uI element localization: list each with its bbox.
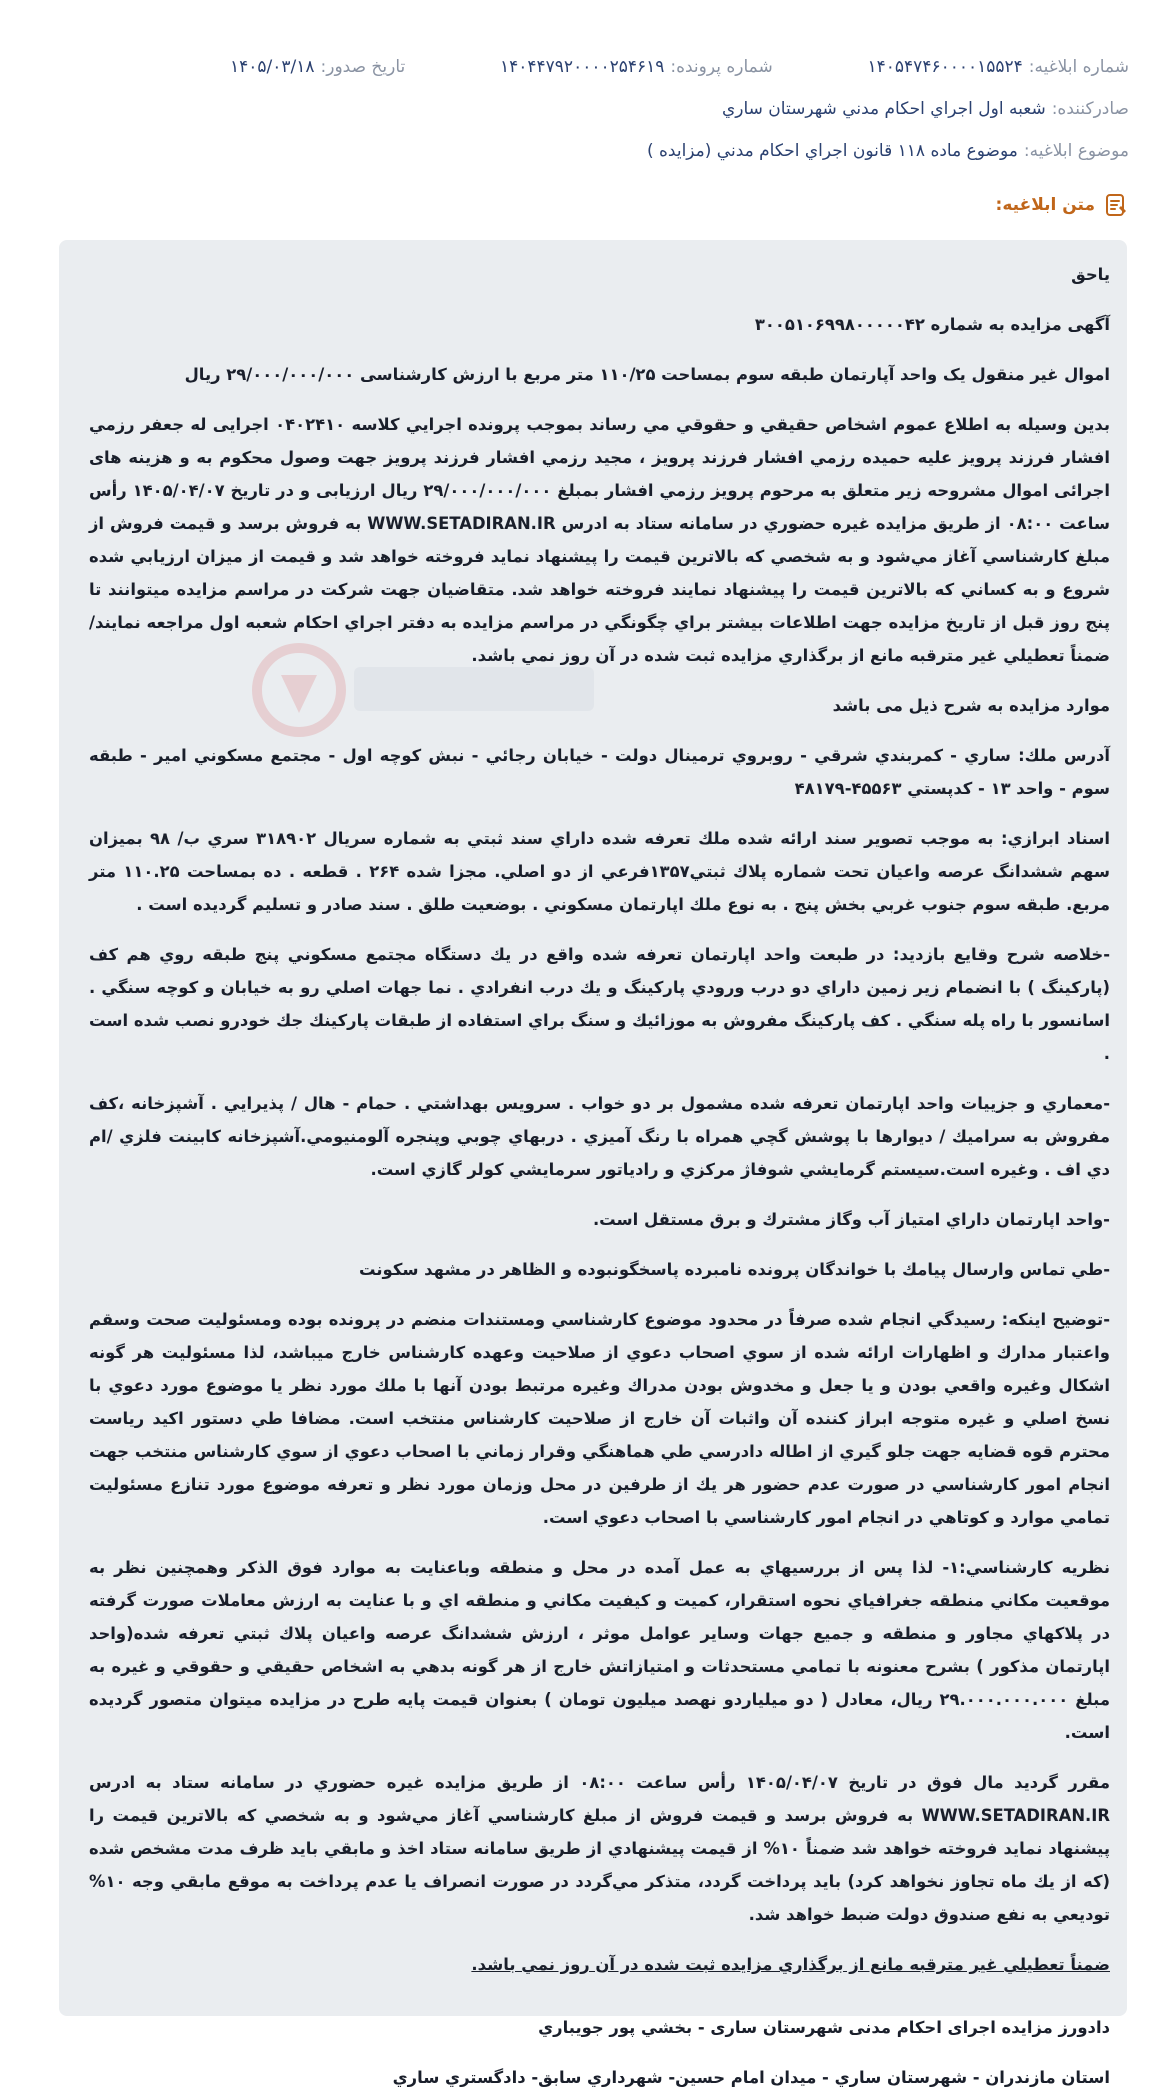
notice-body [59, 240, 1127, 2087]
document-icon [1103, 192, 1129, 218]
paragraph-documents: اسناد ابرازي: به موجب تصوير سند ارائه شده ملك تعرفه شده داراي سند ثبتي به شماره سريال ۳۱۸۹۰۲ سري ب/ ۹۸ بميزان سهم ششدانگ عرصه واعيان تحت شماره پلاك ثبتي۱۳۵۷فرعي از دو اصلي. مجزا شده ۲۶۴ . قطعه . ده بمساحت ۱۱۰.۲۵ متر مربع. طبقه سوم جنوب غربي بخش پنج . به نوع ملك اپارتمان مسكوني . بوضعيت طلق . سند صادر و تسليم گرديده است . [89, 829, 1110, 914]
subject-label: موضوع ابلاغیه: [1023, 141, 1129, 161]
paragraph-location: استان مازندران - شهرستان ساري - ميدان امام حسين- شهرداري سابق- دادگستري ساري [392, 2068, 1110, 2087]
paragraph-expert-opinion: نظريه كارشناسي:۱- لذا پس از بررسيهاي به عمل آمده در محل و منطقه وباعنايت به موارد فوق الذكر وهمچنين نظر به موقعيت مكاني منطقه جغرافياي نحوه استقرار، كميت و كيفيت مكاني و منطقه اي و با عنايت به ارزش معاملات صورت گرفته در پلاكهاي مجاور و منطقه و جميع جهات وساير عوامل موثر ، ارزش ششدانگ عرصه واعيان پلاك ثبتي تعرفه شده(واحد اپارتمان مذكور ) بشرح معنونه با تمامي مستحدثات و امتيازاتش خارج از هر گونه بدهي به اشخاص حقيقي و حقوقي و غيره به مبلغ ۲۹.۰۰۰.۰۰۰.۰۰۰ ريال، معادل ( دو ميلياردو نهصد ميليون تومان ) بعنوان قيمت پايه طرح در مزايده ميتوان متصور گرديده است. [89, 1558, 1110, 1742]
meta-row-issuer [60, 94, 1129, 124]
paragraph-architecture: -معماري و جزييات واحد اپارتمان تعرفه شده مشمول بر دو خواب . سرويس بهداشتي . حمام - هال / پذيرايي . آشپزخانه ،كف مفروش به سراميك / ديوارها با پوشش گچي همراه با رنگ آميزي . دربهاي چوبي وپنجره آلومنيومي.آشپزخانه كابينت فلزي /ام دي اف . وغيره است.سيستم گرمايشي شوفاژ مركزي و رادياتور سرمايشي كولر گازي است. [89, 1094, 1110, 1179]
paragraph-greeting: ياحق [1071, 265, 1110, 284]
issue-date-value: ۱۴۰۵/۰۳/۱۸ [230, 57, 315, 77]
case-number-value: ۱۴۰۴۴۷۹۲۰۰۰۰۲۵۴۶۱۹ [500, 57, 665, 77]
paragraph-disclaimer: -توضيح اينكه: رسيدگي انجام شده صرفاً در محدود موضوع كارشناسي ومستندات منضم در پرونده بوده ومسئوليت صحت وسقم واعتبار مدارك و اظهارات ارائه شده از سوي اصحاب دعوي از صلاحيت وعهده كارشناس خارج ميباشد، لذا مسئوليت هر گونه اشكال وغيره واقعي بودن و يا جعل و مخدوش بودن مدراك وغيره مرتبط بودن آنها با ملك مورد نظر يا موضوع مورد دعوي با نسخ اصلي و غيره متوجه ابراز كننده آن واثبات آن خارج از صلاحيت كارشناس منتخب است. مضافا طي دستور اكيد رياست محترم قوه قضايه جهت جلو گيري از اطاله دادرسي طي هماهنگي وقرار زماني با اصحاب دعوي از سوي كارشناس منتخب جهت انجام امور كارشناسي در صورت عدم حضور هر يك از طرفين در محل وزمان مورد نظر و تعرفه موضوع مورد تنازع مسئوليت تمامي موارد و كوتاهي در انجام امور كارشناسي با اصحاب دعوي است. [89, 1310, 1110, 1527]
paragraph-utilities: -واحد اپارتمان داراي امتياز آب وگاز مشترك و برق مستقل است. [592, 1210, 1110, 1229]
subject-value: موضوع ماده ۱۱۸ قانون اجراي احكام مدني (مزايده ) [646, 141, 1018, 161]
meta-row-numbers [60, 52, 1129, 82]
issue-date-label: تاریخ صدور: [320, 57, 406, 77]
paragraph-officer: دادورز مزايده اجرای احکام مدنی شهرستان ساری - بخشي پور جويباري [538, 2018, 1110, 2037]
notice-number-value: ۱۴۰۵۴۷۴۶۰۰۰۰۱۵۵۲۴ [867, 57, 1023, 77]
paragraph-items-intro: موارد مزایده به شرح ذیل می باشد [832, 696, 1110, 715]
paragraph-property-summary: اموال غير منقول یک واحد آپارتمان طبقه سوم بمساحت ۱۱۰/۲۵ متر مربع با ارزش کارشناسی ۲۹/۰۰۰/۰۰۰/۰۰۰ ریال [184, 365, 1110, 384]
paragraph-sale-terms: مقرر گرديد مال فوق در تاريخ ۱۴۰۵/۰۴/۰۷ رأس ساعت ۰۸:۰۰ از طريق مزايده غيره حضوري در سامانه ستاد به ادرس WWW.SETADIRAN.IR به فروش برسد و قيمت فروش از مبلغ كارشناسي آغاز مي‌شود و به شخصي كه بالاترين قيمت را پيشنهاد نمايد فروخته خواهد شد ضمناً ۱۰% از قيمت پيشنهادي از طريق سامانه ستاد اخذ و مابقي بايد ظرف مدت مشخص شده (كه از يك ماه تجاوز نخواهد كرد) بايد پرداخت گردد، متذكر مي‌گردد در صورت انصراف يا عدم پرداخت به موقع مابقي وجه ۱۰% توديعي به نفع صندوق دولت ضبط خواهد شد. [89, 1773, 1110, 1924]
notice-text-heading-label: متن ابلاغیه: [995, 195, 1095, 215]
notice-number [868, 57, 1129, 77]
issuer-label: صادرکننده: [1051, 99, 1129, 119]
paragraph-address: آدرس ملك: ساري - كمربندي شرقي - روبروي ترمينال دولت - خيابان رجائي - نبش كوچه اول - مجتمع مسكوني امير - طبقه سوم - واحد ۱۳ - كدپستي ۴۵۵۶۳-۴۸۱۷۹ [89, 746, 1110, 798]
holiday-note-text: ضمناً تعطيلي غير مترقبه مانع از برگذاري مزايده ثبت شده در آن روز نمي باشد. [471, 1955, 1110, 1974]
issue-date [230, 57, 405, 77]
notice-number-label: شماره ابلاغیه: [1028, 57, 1129, 77]
paragraph-auction-number: آگهی مزایده به شماره ۳۰۰۵۱۰۶۹۹۸۰۰۰۰۰۴۲ [754, 315, 1110, 334]
case-number-label: شماره پرونده: [670, 57, 773, 77]
paragraph-contact: -طي تماس وارسال پيامك با خواندگان پرونده نامبرده پاسخگونبوده و الظاهر در مشهد سكونت [359, 1260, 1110, 1279]
issuer-value: شعبه اول اجراي احكام مدني شهرستان ساري [721, 99, 1046, 119]
paragraph-inspection: -خلاصه شرح وقايع بازديد: در طبعت واحد اپارتمان تعرفه شده واقع در يك دستگاه مجتمع مسكوني پنج طبقه روي هم كف (پاركينگ ) با انضمام زير زمين داراي دو درب ورودي پاركينگ و يك درب انفرادي . نما جهات اصلي رو به خيابان و كوچه سنگي . اسانسور با راه پله سنگي . كف پاركينگ مفروش به موزائيك و سنگ براي استفاده از طبقات پاركينك جك خودرو نصب شده است . [89, 945, 1110, 1063]
paragraph-holiday-note [89, 1948, 1110, 1981]
notice-text-heading [60, 192, 1129, 218]
case-number [500, 57, 773, 77]
paragraph-announcement: بدين وسيله به اطلاع عموم اشخاص حقيقي و حقوقي مي رساند بموجب پرونده اجرايي كلاسه ۰۴۰۲۴۱۰ اجرایی له جعفر رزمي افشار فرزند پرويز عليه حميده رزمي افشار فرزند پرويز ، مجيد رزمي افشار فرزند پرويز جهت وصول محکوم به و هزینه های اجرائی اموال مشروحه زیر متعلق به مرحوم پرويز رزمي افشار بمبلغ ۲۹/۰۰۰/۰۰۰/۰۰۰ ریال ارزیابی و در تاريخ ۱۴۰۵/۰۴/۰۷ رأس ساعت ۰۸:۰۰ از طريق مزايده غيره حضوري در سامانه ستاد به ادرس WWW.SETADIRAN.IR به فروش برسد و قيمت فروش از مبلغ كارشناسي آغاز مي‌شود و به شخصي كه بالاترين قيمت را پيشنهاد نمايد فروخته خواهد شد و قيمت از ميزان ارزيابي شده شروع و به كساني كه بالاترين قيمت را پيشنهاد نمايند فروخته خواهد شد. متقاضيان جهت شركت در مراسم مزايده ميتوانند تا پنج روز قبل از تاريخ مزايده جهت اطلاعات بيشتر براي چگونگي در مراسم مزايده به دفتر اجراي احكام شعبه اول مراجعه نمايند/ ضمناً تعطيلي غير مترقبه مانع از برگذاري مزايده ثبت شده در آن روز نمي باشد. [89, 415, 1111, 665]
meta-row-subject [60, 136, 1129, 166]
